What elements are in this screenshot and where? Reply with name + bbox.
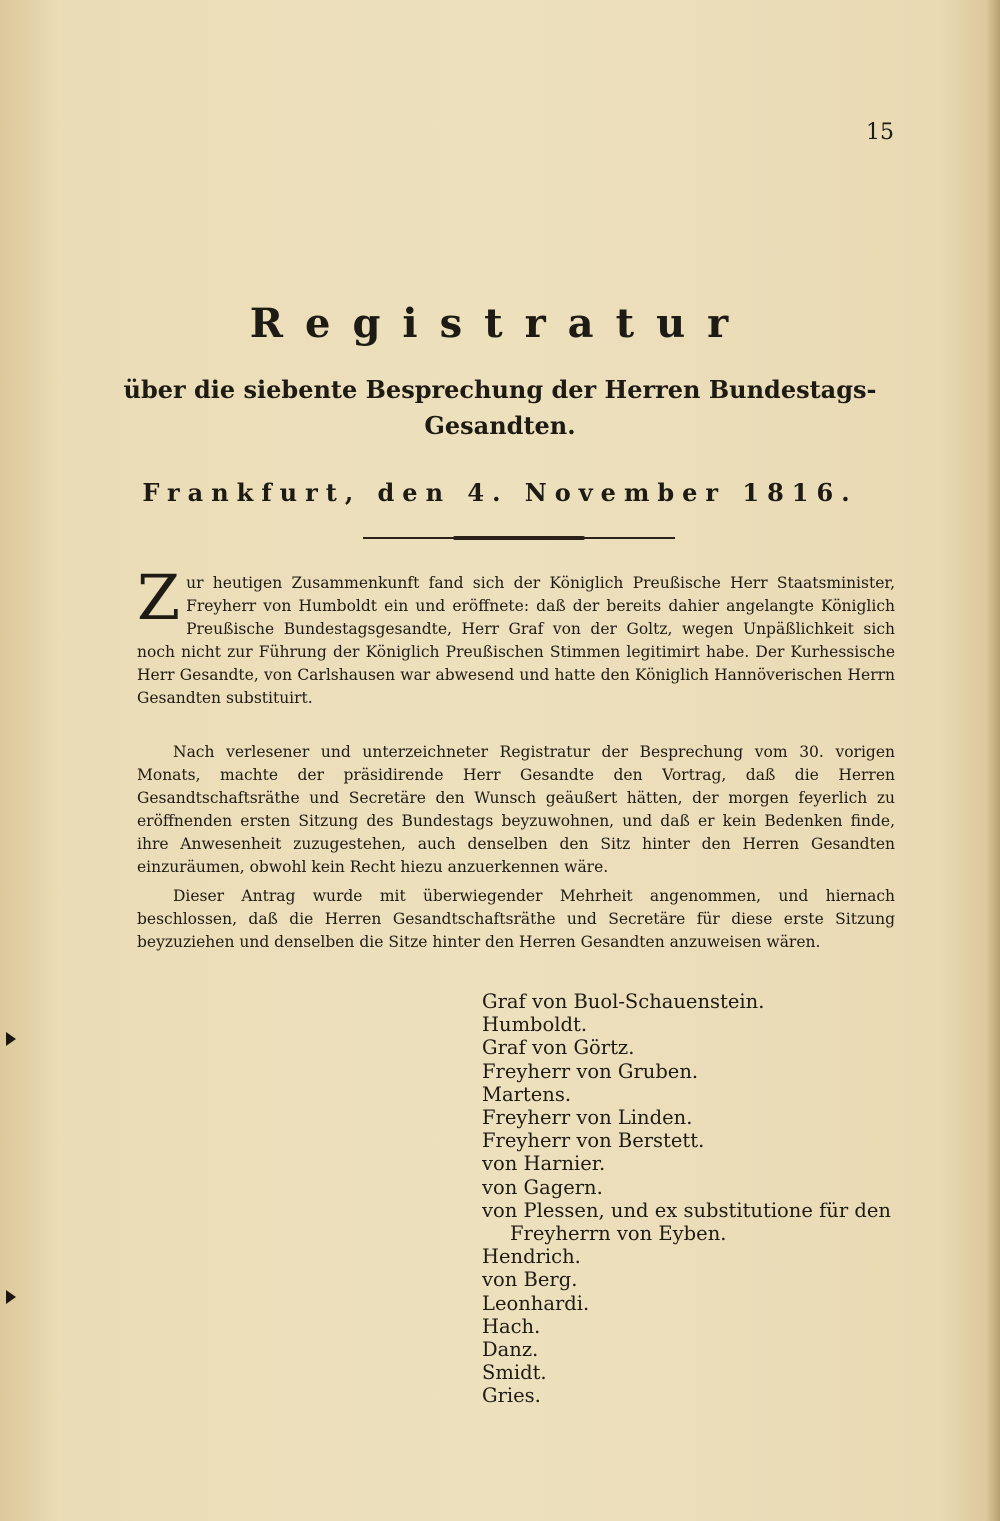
signature: Martens. bbox=[482, 1082, 572, 1106]
signature: Freyherr von Berstett. bbox=[482, 1129, 705, 1153]
signature: von Plessen, und ex substitutione für den bbox=[482, 1198, 891, 1222]
page-edge-shadow bbox=[986, 0, 1000, 1521]
signature: von Berg. bbox=[482, 1268, 578, 1292]
signature: Freyherr von Linden. bbox=[482, 1106, 693, 1130]
ornamental-rule bbox=[363, 537, 675, 539]
document-subtitle bbox=[0, 372, 1000, 444]
paragraph-1-text: ur heutigen Zusammenkunft fand sich der Königlich Preußische Herr Staatsminister, Freyherr von Humboldt ein und eröffnete: daß der bereits dahier angelangte Königlich Preußische Bundestagsgesandte, Herr Graf von der Goltz, wegen Unpäßlichkeit sich noch nicht zur Führung der Königlich Preußischen Stimmen legitimirt habe. Der Kurhessische Herr Gesandte, von Carlshausen war abwesend und hatte den Königlich Hannöverischen Herrn Gesandten substituirt. bbox=[137, 574, 895, 707]
signature: Graf von Buol-Schauenstein. bbox=[482, 990, 765, 1013]
signature: Graf von Görtz. bbox=[482, 1036, 635, 1060]
page-number: 15 bbox=[866, 120, 894, 145]
signature-list bbox=[482, 990, 912, 1408]
margin-mark-icon bbox=[6, 1290, 16, 1304]
signature: Gries. bbox=[482, 1384, 541, 1408]
signature: von Gagern. bbox=[482, 1175, 603, 1199]
signature: Hendrich. bbox=[482, 1245, 581, 1269]
paragraph-1 bbox=[137, 561, 895, 710]
document-title: Registratur bbox=[249, 300, 751, 347]
signature: Danz. bbox=[482, 1338, 539, 1362]
subtitle-line: über die siebente Besprechung der Herren Bundestags- bbox=[123, 375, 877, 404]
signature: von Harnier. bbox=[482, 1152, 606, 1176]
signature: Leonhardi. bbox=[482, 1291, 590, 1315]
subtitle-line: Gesandten. bbox=[424, 411, 576, 440]
signature: Humboldt. bbox=[482, 1013, 588, 1037]
paragraph-2: Nach verlesener und unterzeichneter Registratur der Besprechung vom 30. vorigen Monats, machte der präsidirende Herr Gesandte den Vortrag, daß die Herren Gesandtschaftsräthe und Secretäre den Wunsch geäußert hätten, der morgen feyerlich zu eröffnenden ersten Sitzung des Bundestags beyzuwohnen, und daß er kein Bedenken finde, ihre Anwesenheit zuzugestehen, auch denselben den Sitz hinter den Herren Gesandten einzuräumen, obwohl kein Recht hiezu anzuerkennen wäre. bbox=[137, 743, 895, 876]
signature-continuation: Freyherrn von Eyben. bbox=[510, 1222, 727, 1246]
drop-cap: Z bbox=[137, 561, 181, 634]
dateline: Frankfurt, den 4. November 1816. bbox=[142, 478, 858, 507]
signature: Freyherr von Gruben. bbox=[482, 1059, 699, 1083]
margin-mark-icon bbox=[6, 1032, 16, 1046]
signature: Hach. bbox=[482, 1314, 541, 1338]
paragraph-3: Dieser Antrag wurde mit überwiegender Mehrheit angenommen, und hiernach beschlossen, daß die Herren Gesandtschaftsräthe und Secretäre für diese erste Sitzung beyzuziehen und denselben die Sitze hinter den Herren Gesandten anzuweisen wären. bbox=[137, 887, 895, 951]
signature: Smidt. bbox=[482, 1361, 547, 1385]
